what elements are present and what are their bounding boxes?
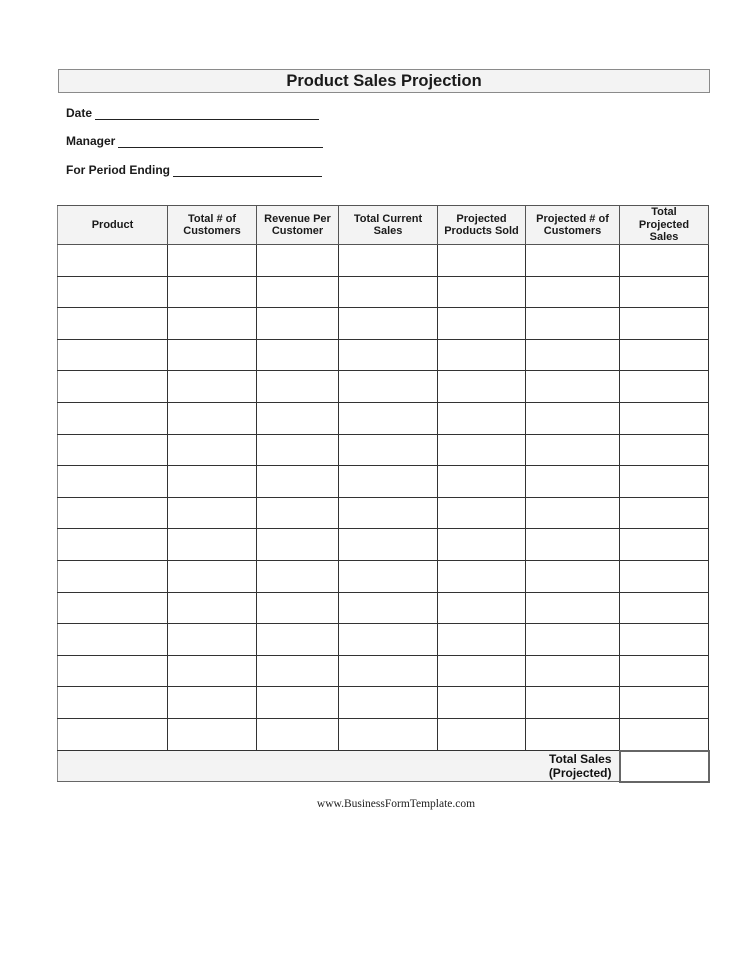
table-row: [58, 466, 709, 498]
cell-projected-customers[interactable]: [526, 245, 620, 277]
column-header-projected-customers: Projected # of Customers: [526, 206, 620, 245]
cell-revenue-per-customer[interactable]: [257, 402, 339, 434]
title-bar: [58, 69, 710, 93]
cell-total-current-sales[interactable]: [339, 245, 438, 277]
total-sales-label-line1: Total Sales: [549, 752, 612, 766]
total-row: [58, 751, 709, 782]
cell-total-current-sales[interactable]: [339, 402, 438, 434]
cell-projected-customers[interactable]: [526, 339, 620, 371]
cell-projected-products-sold[interactable]: [438, 245, 526, 277]
cell-product[interactable]: [58, 718, 168, 750]
cell-revenue-per-customer[interactable]: [257, 718, 339, 750]
table-header-row: [58, 206, 709, 245]
cell-projected-customers[interactable]: [526, 371, 620, 403]
manager-label: Manager: [66, 134, 116, 148]
total-sales-label-line2: (Projected): [548, 766, 612, 780]
cell-total-current-sales[interactable]: [339, 529, 438, 561]
cell-total-projected-sales[interactable]: [620, 308, 709, 340]
table-row: [58, 245, 709, 277]
cell-total-current-sales[interactable]: [339, 624, 438, 656]
cell-product[interactable]: [58, 308, 168, 340]
cell-projected-customers[interactable]: [526, 718, 620, 750]
cell-projected-customers[interactable]: [526, 560, 620, 592]
cell-projected-customers[interactable]: [526, 687, 620, 719]
cell-total-customers[interactable]: [168, 339, 257, 371]
cell-projected-products-sold[interactable]: [438, 718, 526, 750]
cell-total-projected-sales[interactable]: [620, 276, 709, 308]
cell-product[interactable]: [58, 466, 168, 498]
cell-revenue-per-customer[interactable]: [257, 339, 339, 371]
cell-projected-customers[interactable]: [526, 655, 620, 687]
cell-revenue-per-customer[interactable]: [257, 245, 339, 277]
cell-revenue-per-customer[interactable]: [257, 592, 339, 624]
cell-total-projected-sales[interactable]: [620, 434, 709, 466]
table-row: [58, 497, 709, 529]
cell-total-projected-sales[interactable]: [620, 339, 709, 371]
date-field: [66, 106, 319, 120]
page-title: Product Sales Projection: [286, 71, 482, 90]
table-row: [58, 529, 709, 561]
table-row: [58, 371, 709, 403]
cell-total-current-sales[interactable]: [339, 497, 438, 529]
cell-total-projected-sales[interactable]: [620, 718, 709, 750]
cell-product[interactable]: [58, 624, 168, 656]
column-header-revenue-per-customer: Revenue Per Customer: [257, 206, 339, 245]
cell-revenue-per-customer[interactable]: [257, 434, 339, 466]
cell-projected-products-sold[interactable]: [438, 529, 526, 561]
cell-product[interactable]: [58, 687, 168, 719]
cell-projected-customers[interactable]: [526, 402, 620, 434]
total-sales-value-cell[interactable]: [620, 751, 709, 782]
cell-total-customers[interactable]: [168, 276, 257, 308]
cell-projected-products-sold[interactable]: [438, 687, 526, 719]
cell-total-customers[interactable]: [168, 245, 257, 277]
table-row: [58, 687, 709, 719]
cell-revenue-per-customer[interactable]: [257, 529, 339, 561]
cell-revenue-per-customer[interactable]: [257, 371, 339, 403]
cell-revenue-per-customer[interactable]: [257, 308, 339, 340]
cell-total-current-sales[interactable]: [339, 655, 438, 687]
table-row: [58, 308, 709, 340]
table-row: [58, 434, 709, 466]
table-row: [58, 624, 709, 656]
cell-total-current-sales[interactable]: [339, 339, 438, 371]
table-row: [58, 402, 709, 434]
cell-product[interactable]: [58, 276, 168, 308]
cell-total-current-sales[interactable]: [339, 308, 438, 340]
cell-total-customers[interactable]: [168, 687, 257, 719]
cell-total-projected-sales[interactable]: [620, 371, 709, 403]
manager-field: [66, 134, 323, 148]
table-row: [58, 276, 709, 308]
cell-revenue-per-customer[interactable]: [257, 497, 339, 529]
cell-projected-products-sold[interactable]: [438, 655, 526, 687]
table-body: [58, 245, 709, 751]
cell-total-customers[interactable]: [168, 371, 257, 403]
column-header-total-current-sales: Total Current Sales: [339, 206, 438, 245]
cell-total-customers[interactable]: [168, 655, 257, 687]
cell-projected-customers[interactable]: [526, 308, 620, 340]
cell-product[interactable]: [58, 497, 168, 529]
table-row: [58, 655, 709, 687]
column-header-total-customers: Total # of Customers: [168, 206, 257, 245]
cell-projected-products-sold[interactable]: [438, 402, 526, 434]
cell-product[interactable]: [58, 245, 168, 277]
cell-total-customers[interactable]: [168, 718, 257, 750]
cell-total-projected-sales[interactable]: [620, 497, 709, 529]
cell-product[interactable]: [58, 339, 168, 371]
period-ending-input[interactable]: [173, 164, 322, 177]
cell-product[interactable]: [58, 371, 168, 403]
cell-total-customers[interactable]: [168, 529, 257, 561]
cell-projected-products-sold[interactable]: [438, 371, 526, 403]
cell-projected-products-sold[interactable]: [438, 592, 526, 624]
cell-total-projected-sales[interactable]: [620, 402, 709, 434]
cell-projected-products-sold[interactable]: [438, 466, 526, 498]
cell-product[interactable]: [58, 560, 168, 592]
cell-projected-customers[interactable]: [526, 276, 620, 308]
cell-total-projected-sales[interactable]: [620, 592, 709, 624]
cell-total-projected-sales[interactable]: [620, 529, 709, 561]
cell-total-current-sales[interactable]: [339, 371, 438, 403]
cell-projected-customers[interactable]: [526, 529, 620, 561]
cell-total-projected-sales[interactable]: [620, 624, 709, 656]
cell-total-customers[interactable]: [168, 402, 257, 434]
table-row: [58, 592, 709, 624]
cell-total-customers[interactable]: [168, 308, 257, 340]
cell-total-current-sales[interactable]: [339, 592, 438, 624]
cell-revenue-per-customer[interactable]: [257, 655, 339, 687]
cell-projected-products-sold[interactable]: [438, 276, 526, 308]
table-row: [58, 718, 709, 750]
cell-total-projected-sales[interactable]: [620, 687, 709, 719]
cell-total-projected-sales[interactable]: [620, 560, 709, 592]
cell-projected-products-sold[interactable]: [438, 624, 526, 656]
cell-total-customers[interactable]: [168, 466, 257, 498]
footer-website: www.BusinessFormTemplate.com: [316, 798, 476, 810]
cell-product[interactable]: [58, 434, 168, 466]
cell-projected-products-sold[interactable]: [438, 497, 526, 529]
manager-input[interactable]: [118, 135, 323, 148]
cell-total-customers[interactable]: [168, 592, 257, 624]
cell-total-current-sales[interactable]: [339, 466, 438, 498]
sales-projection-table: [57, 205, 710, 783]
cell-total-customers[interactable]: [168, 560, 257, 592]
cell-total-current-sales[interactable]: [339, 718, 438, 750]
cell-total-current-sales[interactable]: [339, 687, 438, 719]
table-row: [58, 560, 709, 592]
date-input[interactable]: [95, 107, 319, 120]
cell-product[interactable]: [58, 402, 168, 434]
cell-product[interactable]: [58, 529, 168, 561]
total-sales-label: [58, 751, 620, 782]
cell-total-customers[interactable]: [168, 497, 257, 529]
cell-revenue-per-customer[interactable]: [257, 687, 339, 719]
cell-revenue-per-customer[interactable]: [257, 466, 339, 498]
period-ending-field: [66, 163, 322, 177]
cell-projected-customers[interactable]: [526, 592, 620, 624]
date-label: Date: [66, 106, 93, 120]
cell-revenue-per-customer[interactable]: [257, 276, 339, 308]
cell-revenue-per-customer[interactable]: [257, 624, 339, 656]
cell-projected-customers[interactable]: [526, 624, 620, 656]
period-ending-label: For Period Ending: [66, 163, 170, 177]
cell-total-projected-sales[interactable]: [620, 655, 709, 687]
cell-product[interactable]: [58, 655, 168, 687]
cell-product[interactable]: [58, 592, 168, 624]
cell-projected-products-sold[interactable]: [438, 308, 526, 340]
column-header-product: Product: [58, 206, 168, 245]
cell-projected-products-sold[interactable]: [438, 339, 526, 371]
column-header-projected-products-sold: Projected Products Sold: [438, 206, 526, 245]
cell-total-current-sales[interactable]: [339, 434, 438, 466]
cell-projected-customers[interactable]: [526, 434, 620, 466]
column-header-total-projected-sales: Total Projected Sales: [620, 206, 709, 245]
cell-total-projected-sales[interactable]: [620, 466, 709, 498]
cell-projected-customers[interactable]: [526, 466, 620, 498]
cell-total-current-sales[interactable]: [339, 276, 438, 308]
cell-projected-customers[interactable]: [526, 497, 620, 529]
table-row: [58, 339, 709, 371]
cell-total-current-sales[interactable]: [339, 560, 438, 592]
cell-projected-products-sold[interactable]: [438, 560, 526, 592]
cell-total-projected-sales[interactable]: [620, 245, 709, 277]
cell-projected-products-sold[interactable]: [438, 434, 526, 466]
cell-total-customers[interactable]: [168, 434, 257, 466]
cell-total-customers[interactable]: [168, 624, 257, 656]
cell-revenue-per-customer[interactable]: [257, 560, 339, 592]
